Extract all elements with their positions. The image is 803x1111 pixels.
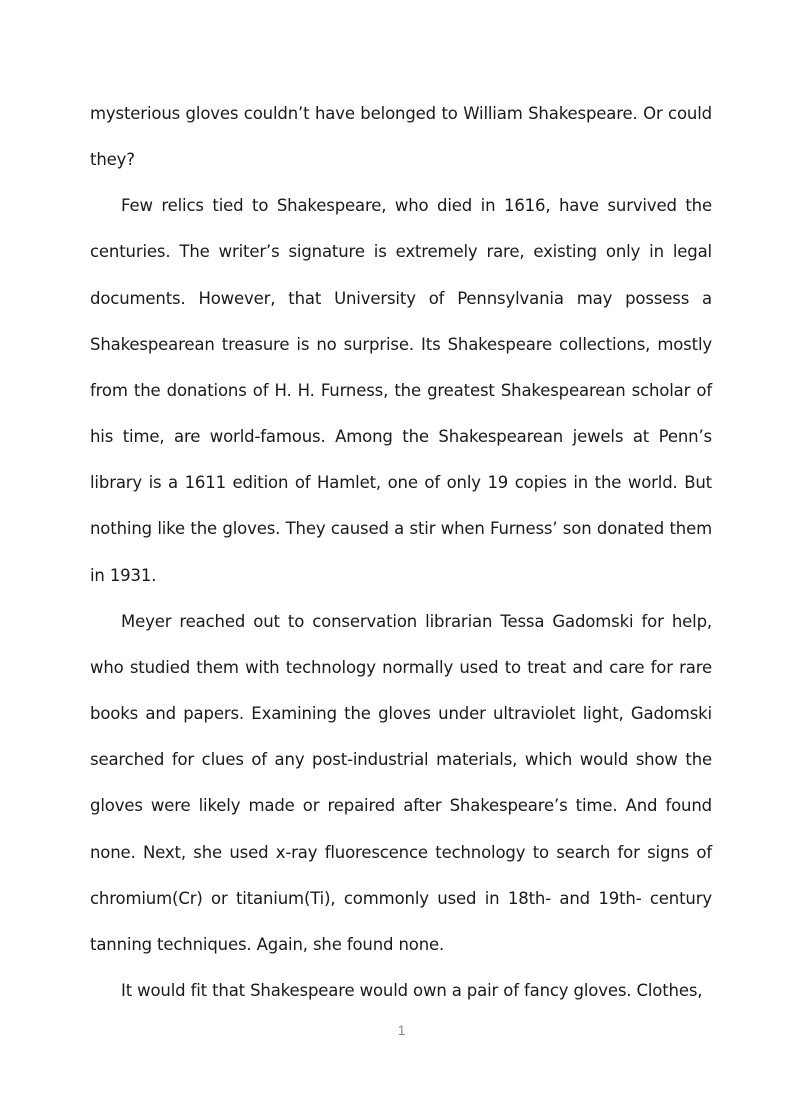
paragraph-2: Few relics tied to Shakespeare, who died in 1616, have survived the centuries. The writer’s signature is extremely rare, existing only in legal documents. However, that University of Pennsylvania may possess a Shakespearean treasure is no surprise. Its Shakespeare collections, mostly from the donations of H. H. Furness, the greatest Shakespearean scholar of his time, are world-famous. Among the Shakespearean jewels at Penn’s library is a 1611 edition of Hamlet, one of only 19 copies in the world. But nothing like the gloves. They caused a stir when Furness’ son donated them in 1931.	[90, 196, 712, 585]
paragraph-4: It would fit that Shakespeare would own a pair of fancy gloves. Clothes,	[121, 980, 703, 1000]
paragraph-3: Meyer reached out to conservation librarian Tessa Gadomski for help, who studied them with technology normally used to treat and care for rare books and papers. Examining the gloves under ultraviolet light, Gadomski searched for clues of any post-industrial materials, which would show the gloves were likely made or repaired after Shakespeare’s time. And found none. Next, she used x-ray fluorescence technology to search for signs of chromium(Cr) or titanium(Ti), commonly used in 18th- and 19th- century tanning techniques. Again, she found none.	[90, 611, 712, 954]
paragraph-1: mysterious gloves couldn’t have belonged to William Shakespeare. Or could they?	[90, 104, 712, 170]
page-number: 1	[397, 1022, 406, 1038]
body-text	[90, 91, 712, 1014]
